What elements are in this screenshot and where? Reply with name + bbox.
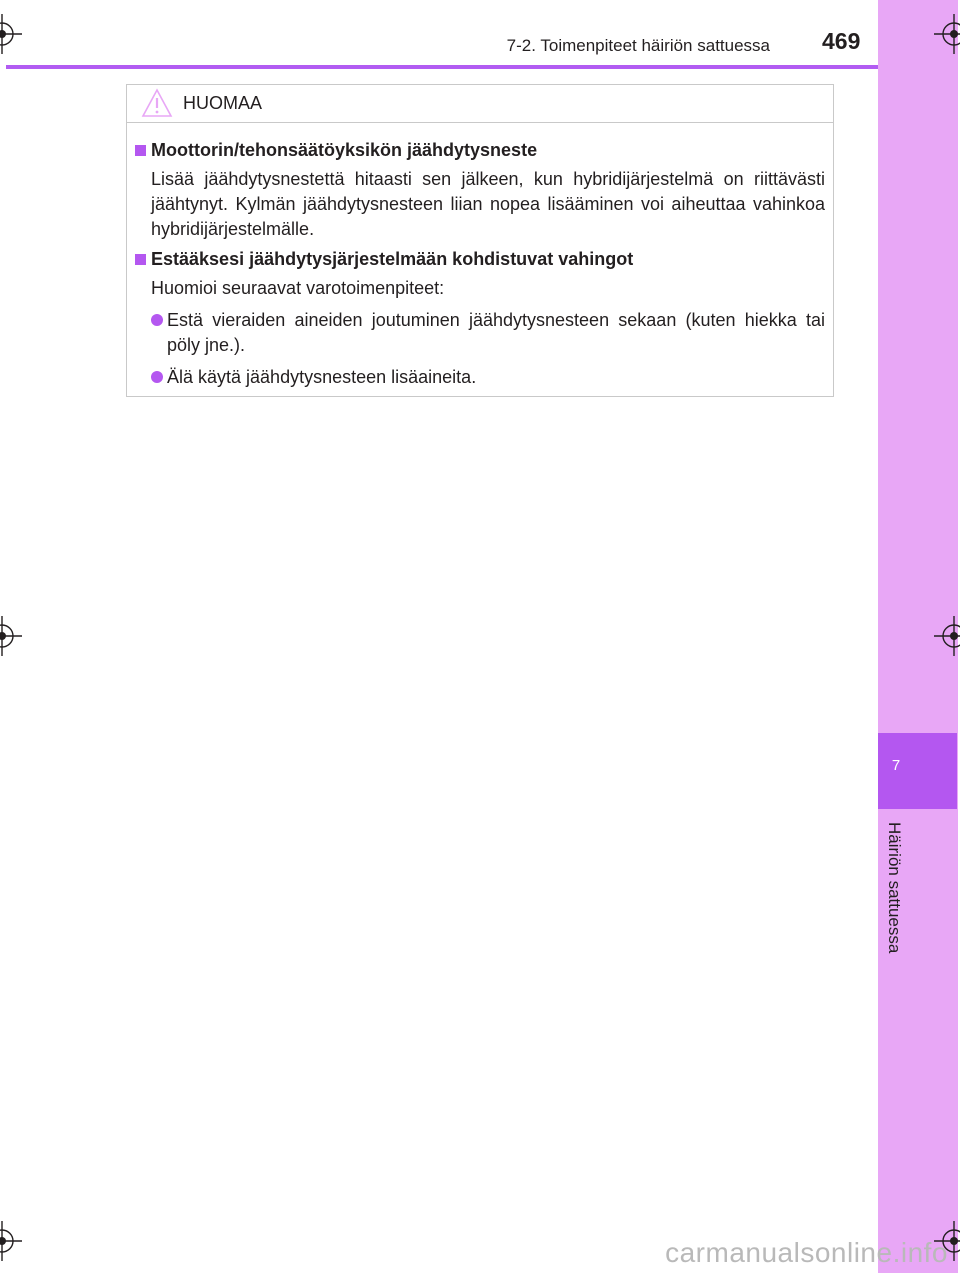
notice-body [127, 123, 833, 390]
registration-mark-icon [934, 616, 960, 656]
registration-mark-icon [0, 616, 22, 656]
list-item-text: Älä käytä jäähdytysnesteen lisäaineita. [167, 367, 477, 387]
section-title [135, 248, 825, 271]
registration-mark-icon [934, 14, 960, 54]
notice-box [126, 84, 834, 397]
round-bullet-icon [151, 371, 163, 383]
chapter-title: Häiriön sattuessa [885, 822, 904, 954]
section-title-text: Estääksesi jäähdytysjärjestelmään kohdistuvat vahingot [151, 249, 634, 269]
chapter-title-wrap [884, 822, 908, 972]
round-bullet-icon [151, 314, 163, 326]
square-bullet-icon [135, 254, 146, 265]
section-title-text: Moottorin/tehonsäätöyksikön jäähdytysneste [151, 140, 538, 160]
section-paragraph: Huomioi seuraavat varotoimenpiteet: [151, 278, 445, 298]
chapter-number: 7 [891, 757, 901, 774]
list-item [151, 365, 825, 390]
notice-header [127, 85, 833, 123]
list-item [151, 308, 825, 358]
list-item-text: Estä vieraiden aineiden joutuminen jäähdytysnesteen sekaan (kuten hiekka tai pöly jne.). [167, 310, 825, 355]
header-section-title: 7-2. Toimenpiteet häiriön sattuessa [506, 36, 770, 55]
watermark: carmanualsonline.info [665, 1237, 948, 1268]
section-title [135, 139, 825, 162]
page-number: 469 [822, 28, 861, 54]
notice-heading: HUOMAA [183, 93, 263, 113]
registration-mark-icon [0, 14, 22, 54]
warning-triangle-icon [141, 88, 173, 118]
square-bullet-icon [135, 145, 146, 156]
section-paragraph: Lisää jäähdytysnestettä hitaasti sen jälkeen, kun hybridijärjestelmä on riittävästi jäähtynyt. Kylmän jäähdytysnesteen liian nopea lisääminen voi aiheuttaa vahinkoa hybridijärjestelmälle. [151, 169, 825, 239]
header-rule [6, 65, 878, 69]
registration-mark-icon [0, 1221, 22, 1261]
